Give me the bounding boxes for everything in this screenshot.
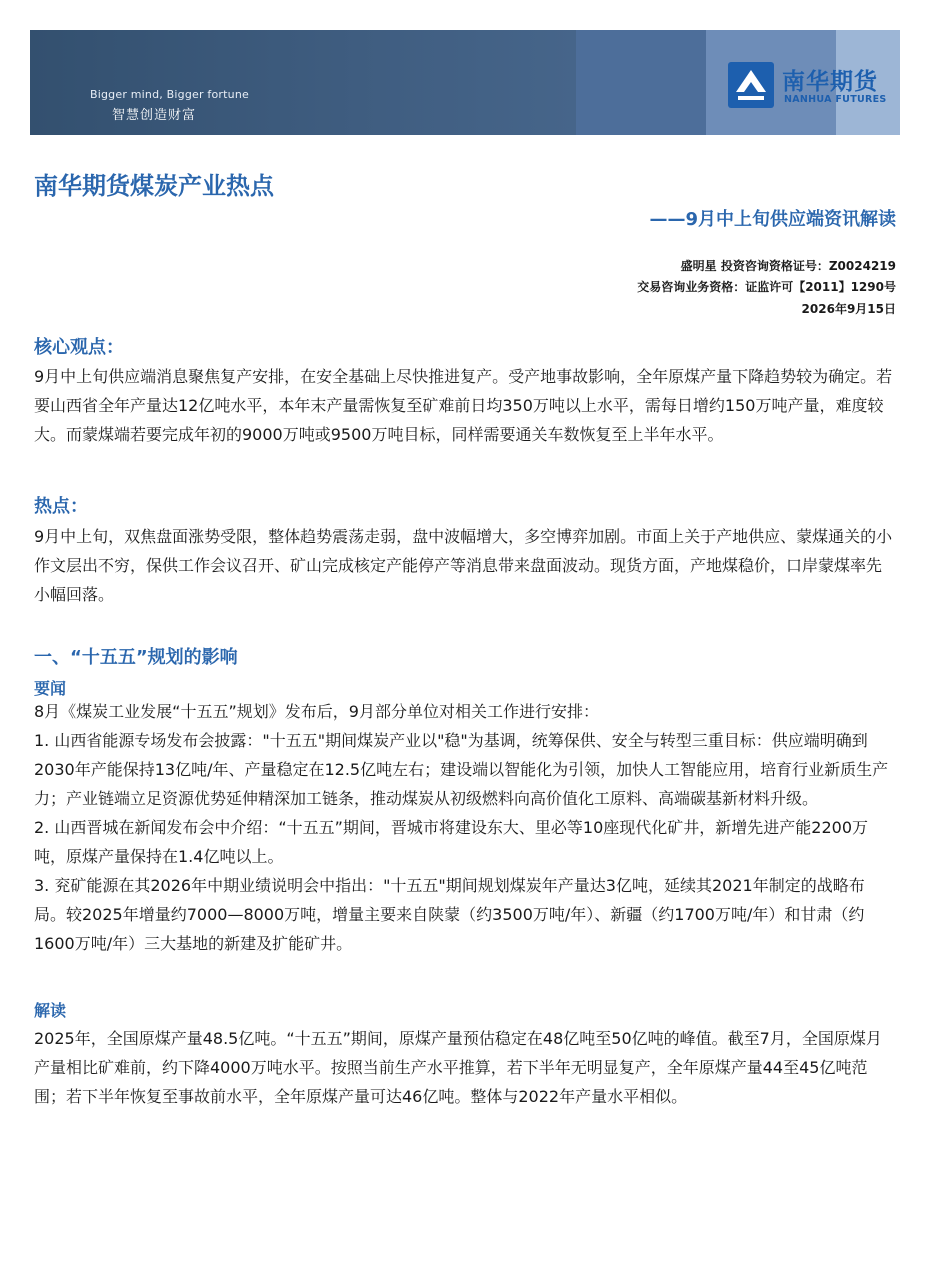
news-intro: 8月《煤炭工业发展“十五五”规划》发布后，9月部分单位对相关工作进行安排： xyxy=(34,702,599,721)
nanhua-logo-icon xyxy=(728,62,774,108)
author-line: 盛明星 投资咨询资格证号：Z0024219 xyxy=(680,259,896,273)
license-line: 交易咨询业务资格：证监许可【2011】1290号 xyxy=(637,280,896,294)
slogan-english: Bigger mind, Bigger fortune xyxy=(90,88,249,101)
banner-stripe-mid xyxy=(576,30,706,135)
news-heading: 要闻 xyxy=(34,679,67,698)
report-subtitle: ——9月中上旬供应端资讯解读 xyxy=(649,209,896,230)
hot-topics-heading: 热点： xyxy=(34,496,88,517)
news-item-2: 2. 山西晋城在新闻发布会中介绍：“十五五”期间，晋城市将建设东大、里必等10座现代化矿井，新增先进产能2200万吨，原煤产量保持在1.4亿吨以上。 xyxy=(34,818,869,866)
analysis-text: 2025年，全国原煤产量48.5亿吨。“十五五”期间，原煤产量预估稳定在48亿吨至50亿吨的峰值。截至7月，全国原煤月产量相比矿难前，约下降4000万吨水平。按照当前生产水平推算，若下半年无明显复产，全年原煤产量44至45亿吨范围；若下半年恢复至事故前水平，全年原煤产量可达46亿吨。整体与2022年产量水平相似。 xyxy=(34,1029,882,1106)
news-item-1: 1. 山西省能源专场发布会披露："十五五"期间煤炭产业以"稳"为基调，统筹保供、安全与转型三重目标：供应端明确到2030年产能保持13亿吨/年、产量稳定在12.5亿吨左右；建设端以智能化为引领，加快人工智能应用，培育行业新质生产力；产业链端立足资源优势延伸精深加工链条，推动煤炭从初级燃料向高价值化工原料、高端碳基新材料升级。 xyxy=(34,731,889,808)
hot-topics-text: 9月中上旬，双焦盘面涨势受限，整体趋势震荡走弱，盘中波幅增大，多空博弈加剧。市面上关于产地供应、蒙煤通关的小作文层出不穷，保供工作会议召开、矿山完成核定产能停产等消息带来盘面波动。现货方面，产地煤稳价，口岸蒙煤率先小幅回落。 xyxy=(34,527,893,604)
core-view-heading: 核心观点： xyxy=(34,337,124,358)
header-banner xyxy=(30,30,900,135)
logo-text-chinese: 南华期货 xyxy=(782,69,878,95)
core-view-text: 9月中上旬供应端消息聚焦复产安排，在安全基础上尽快推进复产。受产地事故影响，全年原煤产量下降趋势较为确定。若要山西省全年产量达12亿吨水平，本年末产量需恢复至矿难前日均350万吨以上水平，需每日增约150万吨产量，难度较大。而蒙煤端若要完成年初的9000万吨或9500万吨目标，同样需要通关车数恢复至上半年水平。 xyxy=(34,367,893,444)
section-1-heading: 一、“十五五”规划的影响 xyxy=(34,647,238,668)
report-title: 南华期货煤炭产业热点 xyxy=(34,172,274,200)
news-item-3: 3. 兖矿能源在其2026年中期业绩说明会中指出："十五五"期间规划煤炭年产量达3亿吨，延续其2021年制定的战略布局。较2025年增量约7000—8000万吨，增量主要来自陕蒙（约3500万吨/年）、新疆（约1700万吨/年）和甘肃（约1600万吨/年）三大基地的新建及扩能矿井。 xyxy=(34,876,865,953)
news-body xyxy=(34,697,896,958)
slogan-chinese: 智慧创造财富 xyxy=(112,108,197,123)
logo-text-english: NANHUA FUTURES xyxy=(784,94,887,105)
analysis-heading: 解读 xyxy=(34,1001,67,1020)
report-date: 2026年9月15日 xyxy=(801,302,896,316)
